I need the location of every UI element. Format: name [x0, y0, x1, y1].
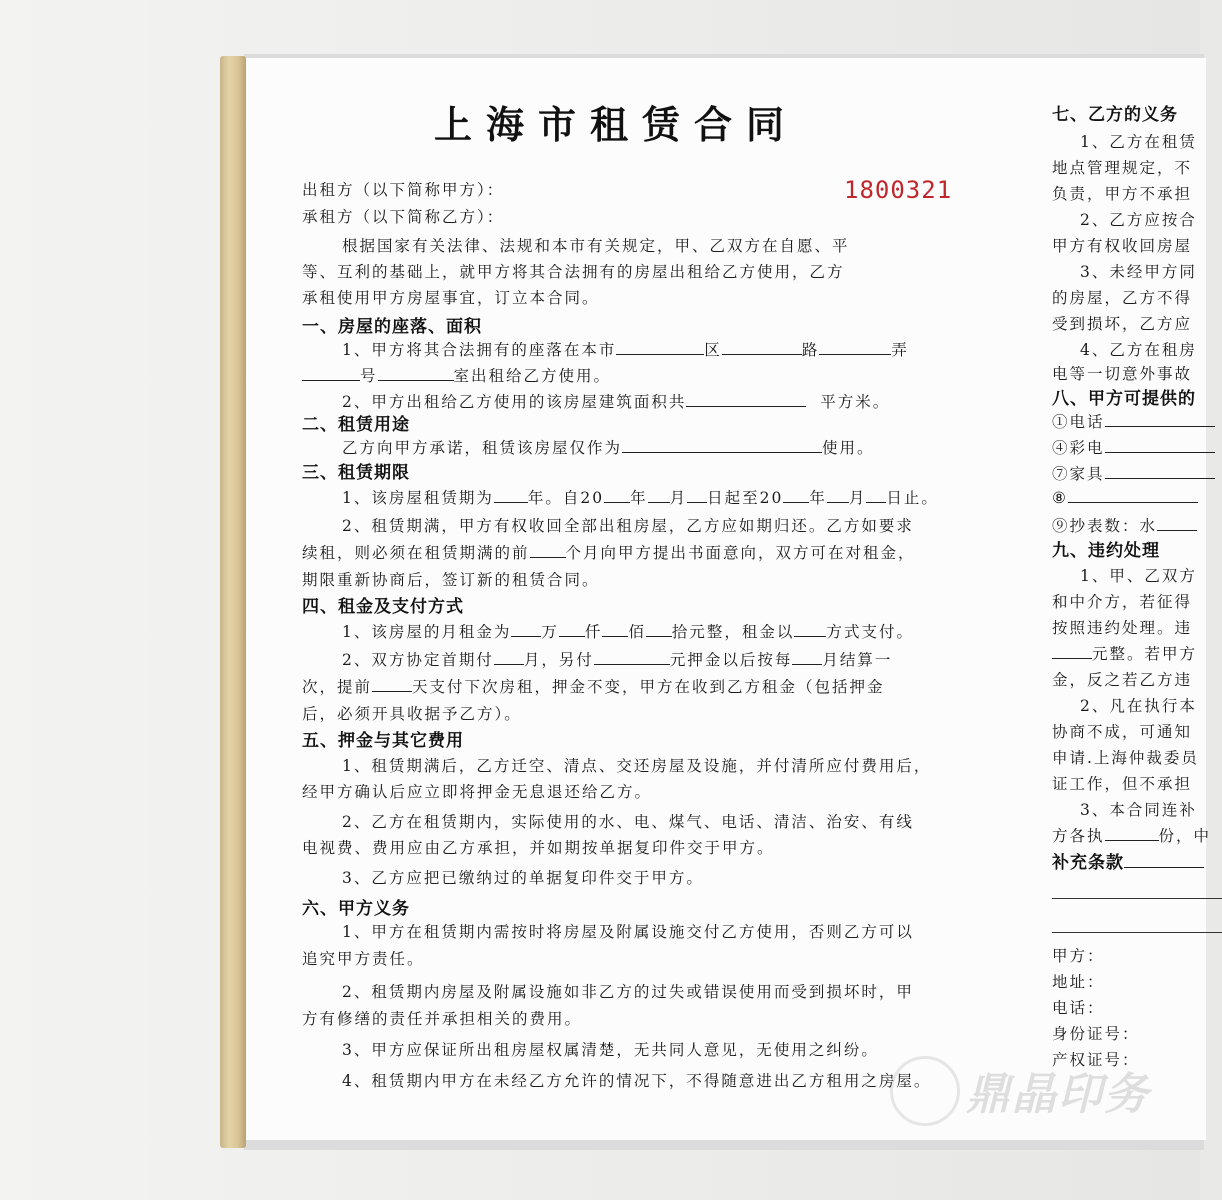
intro-line-3: 承租使用甲方房屋事宜，订立本合同。 [302, 289, 600, 307]
s5-line-1: 1、租赁期满后，乙方迁空、清点、交还房屋及设施，并付清所应付费用后， [342, 757, 932, 775]
s7-line: 电等一切意外事故 [1052, 365, 1193, 383]
s6-line-4: 方有修缮的责任并承担相关的费用。 [302, 1010, 583, 1028]
section-1-heading: 一、房屋的座落、面积 [302, 317, 482, 337]
s9-line: 元整。若甲方 [1052, 642, 1197, 664]
s9-line: 和中介方，若征得 [1052, 593, 1193, 611]
s9-line: 协商不成，可通知 [1052, 723, 1193, 741]
s4-line-1: 1、该房屋的月租金为 万 仟 佰 拾元整，租金以 方式支付。 [342, 623, 914, 641]
s7-line: 受到损坏，乙方应 [1052, 315, 1193, 333]
s7-line: 地点管理规定，不 [1052, 159, 1193, 177]
supplement-line [1052, 932, 1222, 933]
s8-item-furniture: ⑦家具 [1052, 462, 1215, 484]
s8-item-phone: ①电话 [1052, 410, 1215, 432]
sign-id-number: 身份证号： [1052, 1025, 1140, 1043]
s9-line: 金，反之若乙方违 [1052, 671, 1193, 689]
s7-line: 4、乙方在租房 [1080, 341, 1197, 359]
s9-line: 2、凡在执行本 [1080, 697, 1197, 715]
s6-line-5: 3、甲方应保证所出租房屋权属清楚，无共同人意见，无使用之纠纷。 [342, 1041, 879, 1059]
s9-line: 方各执 份，中 [1052, 827, 1212, 845]
sign-phone: 电话： [1052, 999, 1105, 1017]
s9-line: 3、本合同连补 [1080, 801, 1197, 819]
left-column [302, 58, 982, 1140]
s7-line: 1、乙方在租赁 [1080, 133, 1197, 151]
s1-line-3: 2、甲方出租给乙方使用的该房屋建筑面积共 平方米。 [342, 393, 891, 411]
s8-item-meter: ⑨抄表数：水 [1052, 514, 1197, 536]
s7-line: 甲方有权收回房屋 [1052, 237, 1193, 255]
section-8-heading: 八、甲方可提供的 [1052, 389, 1196, 409]
sign-party-a: 甲方： [1052, 947, 1105, 965]
s5-line-3: 2、乙方在租赁期内，实际使用的水、电、煤气、电话、清洁、治安、有线 [342, 813, 914, 831]
s2-line-1: 乙方向甲方承诺，租赁该房屋仅作为 使用。 [342, 439, 875, 457]
watermark-seal-icon [890, 1056, 960, 1126]
intro-line-2: 等、互利的基础上，就甲方将其合法拥有的房屋出租给乙方使用，乙方 [302, 263, 845, 281]
s3-line-2: 2、租赁期满，甲方有权收回全部出租房屋，乙方应如期归还。乙方如要求 [342, 517, 914, 535]
s7-line: 负责，甲方不承担 [1052, 185, 1193, 203]
s4-line-4: 后，必须开具收据予乙方）。 [302, 705, 522, 723]
s4-line-3: 次，提前 天支付下次房租，押金不变，甲方在收到乙方租金（包括押金 [302, 678, 885, 696]
s9-line: 按照违约处理。违 [1052, 619, 1193, 637]
watermark-logo [890, 1050, 1210, 1130]
section-6-heading: 六、甲方义务 [302, 899, 410, 919]
s6-line-3: 2、租赁期内房屋及附属设施如非乙方的过失或错误使用而受到损坏时，甲 [342, 983, 914, 1001]
s6-line-6: 4、租赁期内甲方在未经乙方允许的情况下，不得随意进出乙方租用之房屋。 [342, 1072, 932, 1090]
serial-number: 1800321 [844, 176, 953, 204]
s9-line: 申请.上海仲裁委员 [1052, 749, 1199, 767]
s8-item-8: ⑧ [1052, 488, 1198, 507]
s8-item-tv: ④彩电 [1052, 436, 1215, 458]
s9-line: 证工作，但不承担 [1052, 775, 1193, 793]
s3-line-3: 续租，则必须在租赁期满的前 个月向甲方提出书面意向，双方可在对租金， [302, 544, 916, 562]
s5-line-5: 3、乙方应把已缴纳过的单据复印件交于甲方。 [342, 869, 704, 887]
binding-strip [220, 56, 246, 1148]
supplement-line [1052, 898, 1222, 899]
contract-page [246, 58, 1212, 1140]
s5-line-2: 经甲方确认后应立即将押金无息退还给乙方。 [302, 783, 653, 801]
section-3-heading: 三、租赁期限 [302, 463, 410, 483]
s1-line-2: 号 室出租给乙方使用。 [302, 364, 611, 386]
s6-line-2: 追究甲方责任。 [302, 950, 425, 968]
s4-line-2: 2、双方协定首期付 月，另付 元押金以后按每 月结算一 [342, 651, 893, 669]
s3-line-4: 期限重新协商后，签订新的租赁合同。 [302, 571, 600, 589]
right-column [1052, 58, 1222, 1140]
s7-line: 2、乙方应按合 [1080, 211, 1197, 229]
sign-address: 地址： [1052, 973, 1105, 991]
section-5-heading: 五、押金与其它费用 [302, 731, 464, 751]
s1-line-1: 1、甲方将其合法拥有的座落在本市 区 路 弄 [342, 341, 909, 359]
intro-line-1: 根据国家有关法律、法规和本市有关规定，甲、乙双方在自愿、平 [342, 237, 850, 255]
s5-line-4: 电视费、费用应由乙方承担，并如期按单据复印件交于甲方。 [302, 839, 775, 857]
section-4-heading: 四、租金及支付方式 [302, 597, 464, 617]
section-9-heading: 九、违约处理 [1052, 541, 1160, 561]
lessee-field: 承租方（以下简称乙方）： [302, 208, 505, 226]
s7-line: 3、未经甲方同 [1080, 263, 1197, 281]
contract-title: 上海市租赁合同 [433, 102, 798, 147]
section-7-heading: 七、乙方的义务 [1052, 105, 1178, 125]
section-2-heading: 二、租赁用途 [302, 415, 410, 435]
watermark-text: 鼎晶印务 [966, 1069, 1150, 1120]
supplement-heading: 补充条款 [1052, 848, 1204, 873]
s7-line: 的房屋，乙方不得 [1052, 289, 1193, 307]
lessor-field: 出租方（以下简称甲方）： [302, 181, 505, 199]
sign-property-cert: 产权证号： [1052, 1051, 1140, 1069]
s9-line: 1、甲、乙双方 [1080, 567, 1197, 585]
s3-line-1: 1、该房屋租赁期为 年。自20 年 月 日起至20 年 月 日止。 [342, 489, 939, 507]
s6-line-1: 1、甲方在租赁期内需按时将房屋及附属设施交付乙方使用，否则乙方可以 [342, 923, 914, 941]
